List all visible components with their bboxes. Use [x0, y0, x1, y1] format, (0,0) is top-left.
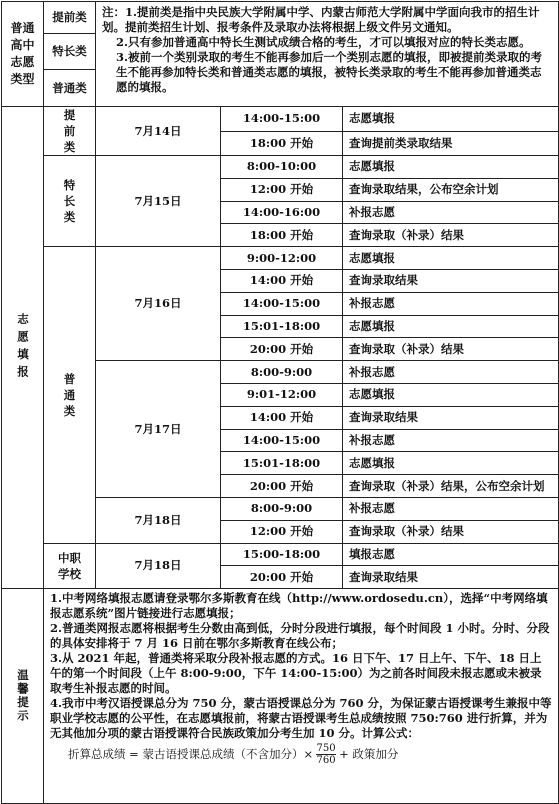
schedule-table [1, 1, 559, 804]
formula-numerator: 750 [316, 743, 336, 755]
time-cell: 15:01-18:00 [221, 452, 343, 475]
formula-right: + 政策加分 [339, 747, 399, 762]
category-name: 提前类 [63, 108, 76, 154]
type-general: 普通类 [44, 70, 96, 107]
section-label-cell [2, 107, 44, 589]
task-cell: 查询录取（补录）结果 [343, 520, 559, 543]
schedule-row [2, 107, 559, 132]
tip-2: 2.普通类网报志愿将根据考生分数由高到低，分时分段进行填报，每个时间段 1 小时。分时、分段的具体安排将于 7 月 16 日前在鄂尔多斯教育在线公布； [50, 621, 550, 651]
category-cell [44, 107, 96, 156]
task-cell: 志愿填报 [343, 107, 559, 132]
task-cell: 查询录取（补录）结果 [343, 224, 559, 247]
task-cell: 志愿填报 [343, 315, 559, 338]
notes-cell [96, 2, 559, 107]
tip-3: 3.从 2021 年起，普通类将采取分段补报志愿的方式。16 日下午、17 日上午、下午、18 日上午的第一个时间段（上午 8:00-9:00，下午 14:00-15:00）为之前各时间段未报志愿或未被录取考生补报志愿的时间。 [50, 651, 542, 696]
time-cell: 20:00 开始 [221, 566, 343, 589]
date-cell: 7月14日 [96, 107, 221, 156]
task-cell: 填报志愿 [343, 543, 559, 566]
schedule-body [2, 107, 559, 589]
tip-4: 4.我市中考汉语授课总分为 750 分，蒙古语授课总分为 760 分，为保证蒙古语授课考生兼报中等职业学校志愿的公平性，在志愿填报前，将蒙古语授课考生总成绩按照 750:760 进行折算，并为无其他加分项的蒙古语授课符合民族政策加分考生加 10 分。计算公式： [50, 696, 552, 741]
date-cell: 7月18日 [96, 497, 221, 543]
section-label: 志愿填报 [16, 312, 30, 383]
score-formula [68, 743, 552, 766]
time-cell: 9:00-12:00 [221, 247, 343, 270]
tips-label-cell [2, 589, 44, 804]
category-name: 普通类 [63, 371, 76, 418]
formula-denominator: 760 [316, 755, 336, 767]
task-cell: 查询录取结果 [343, 566, 559, 589]
type-specialty: 特长类 [44, 34, 96, 70]
task-cell: 查询录取结果，公布空余计划 [343, 178, 559, 201]
task-cell: 补报志愿 [343, 497, 559, 520]
time-cell: 12:00 开始 [221, 520, 343, 543]
time-cell: 14:00 开始 [221, 269, 343, 292]
category-cell [44, 247, 96, 543]
category-name: 中职学校 [58, 550, 81, 581]
time-cell: 8:00-10:00 [221, 156, 343, 179]
time-cell: 15:00-18:00 [221, 543, 343, 566]
task-cell: 查询提前类录取结果 [343, 131, 559, 156]
category-cell [44, 156, 96, 247]
task-cell: 补报志愿 [343, 201, 559, 224]
volunteer-type-label-cell [2, 2, 44, 107]
time-cell: 15:01-18:00 [221, 315, 343, 338]
task-cell: 查询录取（补录）结果，公布空余计划 [343, 475, 559, 498]
time-cell: 9:01-12:00 [221, 383, 343, 406]
time-cell: 14:00-16:00 [221, 201, 343, 224]
time-cell: 18:00 开始 [221, 131, 343, 156]
task-cell: 志愿填报 [343, 247, 559, 270]
tips-label: 温馨提示 [16, 669, 30, 724]
time-cell: 14:00-15:00 [221, 107, 343, 132]
task-cell: 补报志愿 [343, 361, 559, 384]
task-cell: 补报志愿 [343, 429, 559, 452]
schedule-row [2, 543, 559, 566]
time-cell: 12:00 开始 [221, 178, 343, 201]
note-2: 2.只有参加普通高中特长生测试成绩合格的考生，才可以填报对应的特长类志愿。 [116, 35, 531, 49]
task-cell: 查询录取结果 [343, 269, 559, 292]
task-cell: 志愿填报 [343, 452, 559, 475]
time-cell: 14:00 开始 [221, 406, 343, 429]
date-cell: 7月16日 [96, 247, 221, 361]
category-name: 特长类 [63, 178, 76, 225]
date-cell: 7月17日 [96, 361, 221, 498]
tip-1: 1.中考网络填报志愿请登录鄂尔多斯教育在线（http://www.ordosedu.cn），选择“中考网络填报志愿系统”图片链接进行志愿填报； [50, 591, 548, 621]
time-cell: 14:00-15:00 [221, 292, 343, 315]
volunteer-type-label: 普通高中志愿类型 [10, 21, 35, 86]
note-3: 3.被前一个类别录取的考生不能再参加后一个类别志愿的填报，即被提前类录取的考生不能再参加特长类和普通类志愿的填报，被特长类录取的考生不能再参加普通类志愿的填报。 [116, 50, 543, 94]
type-early: 提前类 [44, 2, 96, 34]
formula-fraction [316, 743, 336, 766]
task-cell: 查询录取结果 [343, 406, 559, 429]
task-cell: 查询录取（补录）结果 [343, 338, 559, 361]
category-cell [44, 543, 96, 589]
task-cell: 志愿填报 [343, 156, 559, 179]
formula-left: 折算总成绩 = 蒙古语授课总成绩（不含加分）× [68, 747, 314, 762]
date-cell: 7月15日 [96, 156, 221, 247]
schedule-row [2, 247, 559, 270]
schedule-row [2, 156, 559, 179]
tips-cell [44, 589, 559, 804]
time-cell: 18:00 开始 [221, 224, 343, 247]
note-1: 注：1.提前类是指中央民族大学附属中学、内蒙古师范大学附属中学面向我市的招生计划。提前类招生计划、报考条件及录取办法将根据上级文件另文通知。 [102, 5, 540, 34]
task-cell: 志愿填报 [343, 383, 559, 406]
time-cell: 8:00-9:00 [221, 361, 343, 384]
task-cell: 补报志愿 [343, 292, 559, 315]
time-cell: 20:00 开始 [221, 338, 343, 361]
date-cell: 7月18日 [96, 543, 221, 589]
time-cell: 14:00-15:00 [221, 429, 343, 452]
time-cell: 20:00 开始 [221, 475, 343, 498]
time-cell: 8:00-9:00 [221, 497, 343, 520]
